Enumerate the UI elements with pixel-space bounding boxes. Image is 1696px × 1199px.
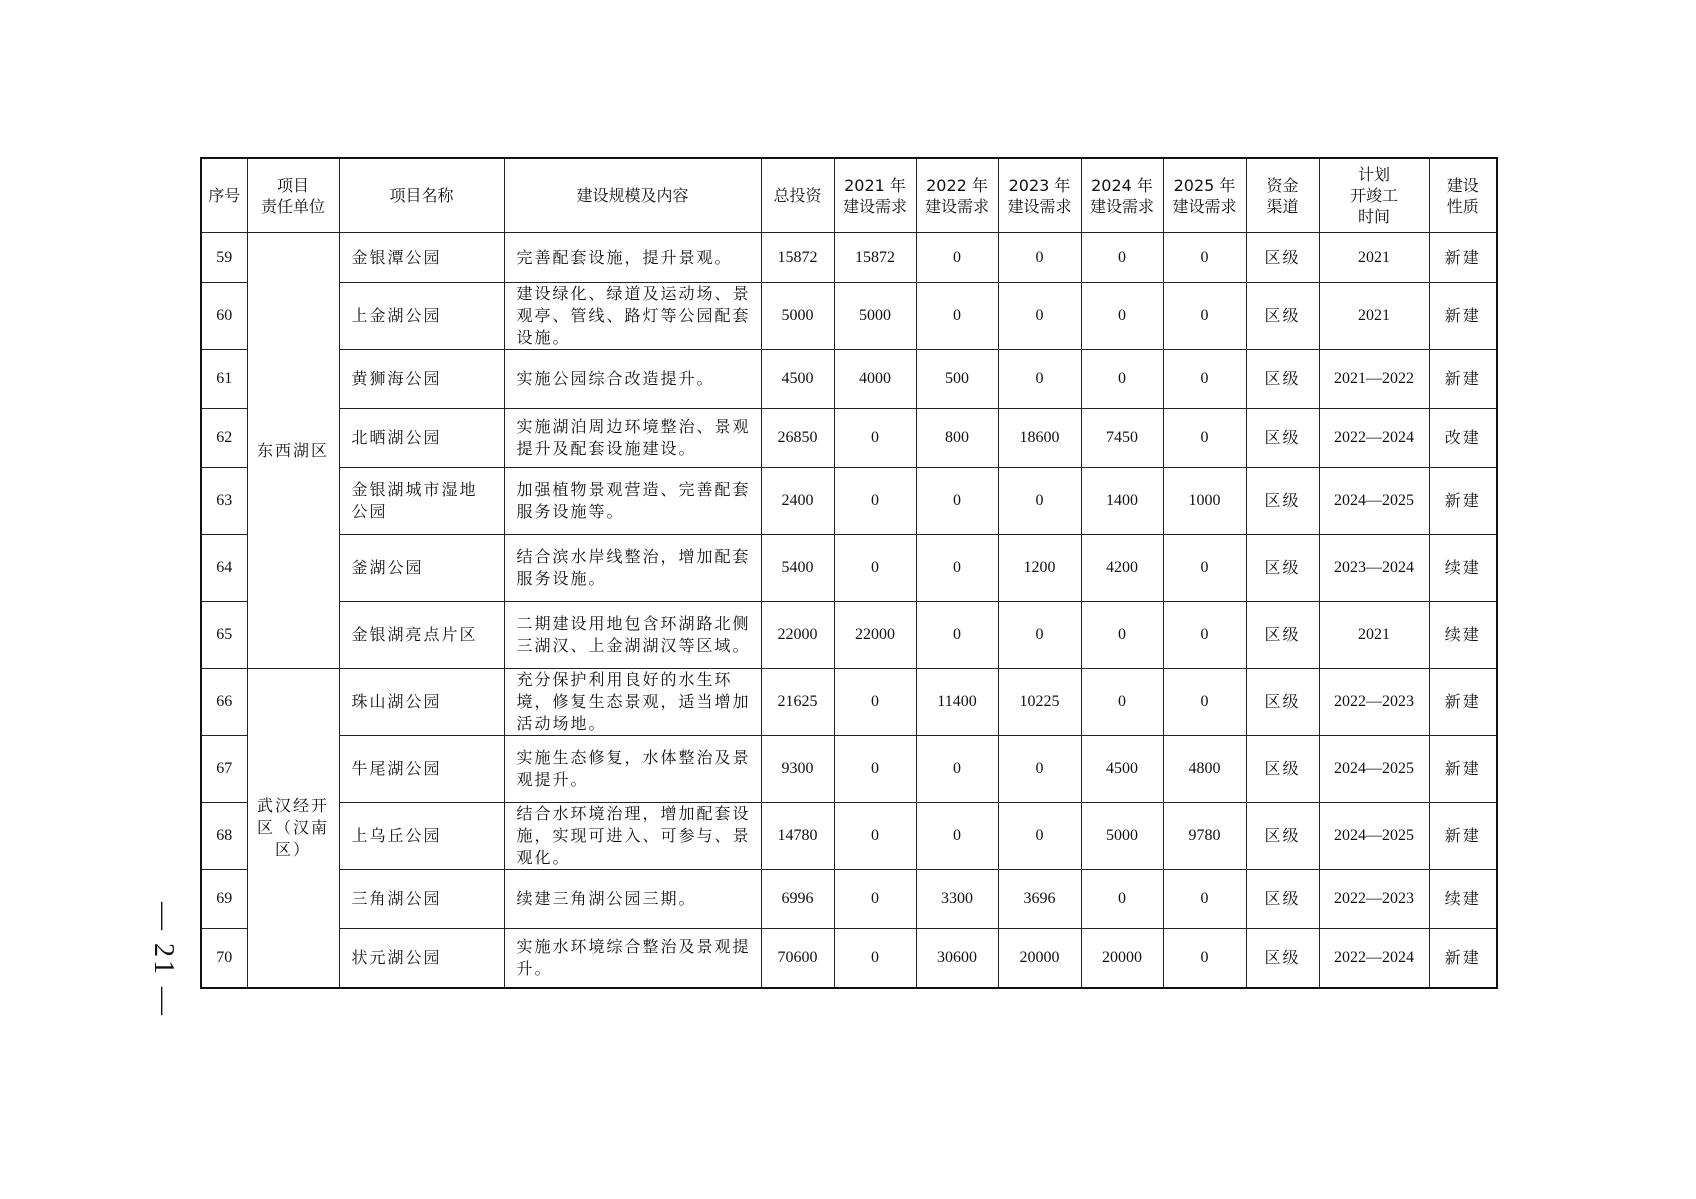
page-number-text: — 21 — — [148, 902, 179, 1018]
construction-nature: 新建 — [1429, 283, 1497, 350]
demand-2025: 1000 — [1163, 468, 1246, 535]
header-row — [201, 158, 1497, 233]
row-number: 68 — [201, 803, 247, 870]
project-scope: 完善配套设施，提升景观。 — [504, 233, 761, 283]
funding-channel: 区级 — [1246, 409, 1319, 468]
demand-2025: 0 — [1163, 602, 1246, 669]
demand-2025: 0 — [1163, 233, 1246, 283]
demand-2022: 0 — [916, 736, 998, 803]
schedule-time: 2022—2024 — [1319, 409, 1429, 468]
demand-2021: 0 — [834, 803, 916, 870]
total-investment: 14780 — [761, 803, 834, 870]
demand-2024: 0 — [1081, 233, 1163, 283]
table-row — [201, 468, 1497, 535]
funding-channel: 区级 — [1246, 870, 1319, 929]
project-name: 釜湖公园 — [339, 535, 504, 602]
demand-2022: 11400 — [916, 669, 998, 736]
schedule-time: 2021 — [1319, 602, 1429, 669]
demand-2022: 0 — [916, 468, 998, 535]
header-line: 时间 — [1357, 207, 1390, 226]
funding-channel: 区级 — [1246, 736, 1319, 803]
schedule-time: 2022—2024 — [1319, 929, 1429, 988]
schedule-time: 2021—2022 — [1319, 350, 1429, 409]
demand-2023: 0 — [998, 233, 1081, 283]
table-row — [201, 602, 1497, 669]
demand-2021: 0 — [834, 535, 916, 602]
demand-2022: 0 — [916, 535, 998, 602]
row-number: 70 — [201, 929, 247, 988]
total-investment: 5000 — [761, 283, 834, 350]
total-investment: 26850 — [761, 409, 834, 468]
total-investment: 5400 — [761, 535, 834, 602]
demand-2022: 0 — [916, 283, 998, 350]
header-channel — [1246, 158, 1319, 233]
demand-2025: 0 — [1163, 409, 1246, 468]
header-line: 建设需求 — [1089, 196, 1154, 216]
project-scope: 二期建设用地包含环湖路北侧三湖汉、上金湖湖汉等区域。 — [504, 602, 761, 669]
construction-nature: 续建 — [1429, 602, 1497, 669]
funding-channel: 区级 — [1246, 233, 1319, 283]
demand-2024: 0 — [1081, 350, 1163, 409]
schedule-time: 2021 — [1319, 283, 1429, 350]
demand-2021: 22000 — [834, 602, 916, 669]
header-line: 性质 — [1446, 196, 1479, 216]
project-scope: 加强植物景观营造、完善配套服务设施等。 — [504, 468, 761, 535]
project-name: 上乌丘公园 — [339, 803, 504, 870]
table-row — [201, 803, 1497, 870]
total-investment: 21625 — [761, 669, 834, 736]
construction-nature: 新建 — [1429, 350, 1497, 409]
demand-2024: 5000 — [1081, 803, 1163, 870]
demand-2021: 0 — [834, 468, 916, 535]
demand-2022: 30600 — [916, 929, 998, 988]
project-scope: 充分保护利用良好的水生环境，修复生态景观，适当增加活动场地。 — [504, 669, 761, 736]
funding-channel: 区级 — [1246, 350, 1319, 409]
demand-2025: 0 — [1163, 350, 1246, 409]
project-scope: 结合滨水岸线整治，增加配套服务设施。 — [504, 535, 761, 602]
header-2022 — [916, 158, 998, 233]
demand-2024: 1400 — [1081, 468, 1163, 535]
header-total — [761, 158, 834, 233]
row-number: 62 — [201, 409, 247, 468]
schedule-time: 2023—2024 — [1319, 535, 1429, 602]
demand-2023: 3696 — [998, 870, 1081, 929]
header-line: 2025 年 — [1173, 175, 1236, 195]
schedule-time: 2021 — [1319, 233, 1429, 283]
page-number — [148, 900, 178, 1020]
demand-2021: 0 — [834, 929, 916, 988]
demand-2021: 5000 — [834, 283, 916, 350]
header-line: 序号 — [208, 186, 241, 205]
table-row — [201, 233, 1497, 283]
header-line: 2023 年 — [1008, 175, 1071, 195]
total-investment: 70600 — [761, 929, 834, 988]
demand-2025: 0 — [1163, 283, 1246, 350]
project-scope: 续建三角湖公园三期。 — [504, 870, 761, 929]
funding-channel: 区级 — [1246, 468, 1319, 535]
header-line: 开竣工 — [1349, 186, 1398, 205]
demand-2021: 0 — [834, 870, 916, 929]
project-scope: 建设绿化、绿道及运动场、景观亭、管线、路灯等公园配套设施。 — [504, 283, 761, 350]
header-line: 渠道 — [1266, 196, 1299, 216]
demand-2024: 0 — [1081, 669, 1163, 736]
header-line: 总投资 — [773, 186, 822, 205]
header-line: 资金 — [1266, 175, 1299, 195]
project-name: 金银湖城市湿地公园 — [339, 468, 504, 535]
header-2024 — [1081, 158, 1163, 233]
demand-2023: 0 — [998, 468, 1081, 535]
funding-channel: 区级 — [1246, 535, 1319, 602]
header-2021 — [834, 158, 916, 233]
construction-nature: 新建 — [1429, 669, 1497, 736]
header-line: 计划 — [1357, 165, 1390, 184]
project-name: 金银潭公园 — [339, 233, 504, 283]
header-line: 建设需求 — [1007, 196, 1072, 216]
funding-channel: 区级 — [1246, 283, 1319, 350]
demand-2024: 7450 — [1081, 409, 1163, 468]
demand-2023: 0 — [998, 803, 1081, 870]
header-line: 项目名称 — [389, 186, 454, 205]
demand-2022: 0 — [916, 233, 998, 283]
project-name: 黄狮海公园 — [339, 350, 504, 409]
responsible-unit: 东西湖区 — [247, 233, 339, 669]
row-number: 59 — [201, 233, 247, 283]
table-row — [201, 283, 1497, 350]
demand-2025: 0 — [1163, 669, 1246, 736]
table-row — [201, 669, 1497, 736]
header-line: 2022 年 — [926, 175, 988, 195]
demand-2024: 0 — [1081, 870, 1163, 929]
demand-2022: 500 — [916, 350, 998, 409]
header-line: 项目 — [276, 175, 309, 195]
demand-2023: 10225 — [998, 669, 1081, 736]
row-number: 60 — [201, 283, 247, 350]
table-row — [201, 929, 1497, 988]
project-table — [200, 157, 1498, 989]
table-row — [201, 870, 1497, 929]
header-nature — [1429, 158, 1497, 233]
project-name: 牛尾湖公园 — [339, 736, 504, 803]
project-scope: 实施公园综合改造提升。 — [504, 350, 761, 409]
project-name: 三角湖公园 — [339, 870, 504, 929]
row-number: 66 — [201, 669, 247, 736]
total-investment: 15872 — [761, 233, 834, 283]
demand-2024: 0 — [1081, 283, 1163, 350]
schedule-time: 2024—2025 — [1319, 468, 1429, 535]
project-scope: 结合水环境治理，增加配套设施，实现可进入、可参与、景观化。 — [504, 803, 761, 870]
funding-channel: 区级 — [1246, 602, 1319, 669]
project-scope: 实施湖泊周边环境整治、景观提升及配套设施建设。 — [504, 409, 761, 468]
header-time — [1319, 158, 1429, 233]
project-name: 金银湖亮点片区 — [339, 602, 504, 669]
demand-2024: 4500 — [1081, 736, 1163, 803]
demand-2022: 0 — [916, 602, 998, 669]
header-line: 建设 — [1446, 175, 1479, 195]
header-no — [201, 158, 247, 233]
header-line: 建设需求 — [924, 196, 989, 216]
row-number: 64 — [201, 535, 247, 602]
header-line: 责任单位 — [260, 196, 325, 216]
header-line: 建设需求 — [842, 196, 907, 216]
demand-2025: 4800 — [1163, 736, 1246, 803]
table-body — [201, 233, 1497, 988]
header-2023 — [998, 158, 1081, 233]
demand-2022: 800 — [916, 409, 998, 468]
table-row — [201, 736, 1497, 803]
demand-2025: 0 — [1163, 929, 1246, 988]
demand-2025: 9780 — [1163, 803, 1246, 870]
demand-2021: 15872 — [834, 233, 916, 283]
total-investment: 9300 — [761, 736, 834, 803]
schedule-time: 2022—2023 — [1319, 870, 1429, 929]
row-number: 69 — [201, 870, 247, 929]
construction-nature: 新建 — [1429, 736, 1497, 803]
table-row — [201, 535, 1497, 602]
demand-2023: 18600 — [998, 409, 1081, 468]
construction-nature: 新建 — [1429, 233, 1497, 283]
demand-2021: 0 — [834, 669, 916, 736]
funding-channel: 区级 — [1246, 929, 1319, 988]
header-line: 2024 年 — [1091, 175, 1153, 195]
responsible-unit: 武汉经开区（汉南区） — [247, 669, 339, 988]
funding-channel: 区级 — [1246, 669, 1319, 736]
demand-2024: 0 — [1081, 602, 1163, 669]
project-scope: 实施生态修复，水体整治及景观提升。 — [504, 736, 761, 803]
demand-2023: 20000 — [998, 929, 1081, 988]
header-unit — [247, 158, 339, 233]
demand-2021: 4000 — [834, 350, 916, 409]
demand-2023: 1200 — [998, 535, 1081, 602]
header-scope — [504, 158, 761, 233]
header-name — [339, 158, 504, 233]
demand-2025: 0 — [1163, 535, 1246, 602]
schedule-time: 2024—2025 — [1319, 803, 1429, 870]
project-scope: 实施水环境综合整治及景观提升。 — [504, 929, 761, 988]
row-number: 65 — [201, 602, 247, 669]
header-line: 建设规模及内容 — [576, 186, 689, 205]
construction-nature: 续建 — [1429, 870, 1497, 929]
table-row — [201, 409, 1497, 468]
demand-2023: 0 — [998, 602, 1081, 669]
construction-nature: 续建 — [1429, 535, 1497, 602]
demand-2022: 0 — [916, 803, 998, 870]
demand-2021: 0 — [834, 409, 916, 468]
row-number: 63 — [201, 468, 247, 535]
construction-nature: 改建 — [1429, 409, 1497, 468]
total-investment: 22000 — [761, 602, 834, 669]
row-number: 67 — [201, 736, 247, 803]
header-line: 建设需求 — [1172, 196, 1237, 216]
demand-2022: 3300 — [916, 870, 998, 929]
total-investment: 6996 — [761, 870, 834, 929]
table-header — [201, 158, 1497, 233]
project-name: 状元湖公园 — [339, 929, 504, 988]
project-name: 北晒湖公园 — [339, 409, 504, 468]
demand-2023: 0 — [998, 736, 1081, 803]
demand-2023: 0 — [998, 283, 1081, 350]
table-row — [201, 350, 1497, 409]
schedule-time: 2024—2025 — [1319, 736, 1429, 803]
demand-2025: 0 — [1163, 870, 1246, 929]
funding-channel: 区级 — [1246, 803, 1319, 870]
construction-nature: 新建 — [1429, 929, 1497, 988]
total-investment: 2400 — [761, 468, 834, 535]
demand-2024: 20000 — [1081, 929, 1163, 988]
project-name: 上金湖公园 — [339, 283, 504, 350]
total-investment: 4500 — [761, 350, 834, 409]
header-line: 2021 年 — [844, 175, 906, 195]
header-2025 — [1163, 158, 1246, 233]
construction-nature: 新建 — [1429, 803, 1497, 870]
demand-2024: 4200 — [1081, 535, 1163, 602]
row-number: 61 — [201, 350, 247, 409]
demand-2023: 0 — [998, 350, 1081, 409]
project-name: 珠山湖公园 — [339, 669, 504, 736]
demand-2021: 0 — [834, 736, 916, 803]
schedule-time: 2022—2023 — [1319, 669, 1429, 736]
construction-nature: 新建 — [1429, 468, 1497, 535]
